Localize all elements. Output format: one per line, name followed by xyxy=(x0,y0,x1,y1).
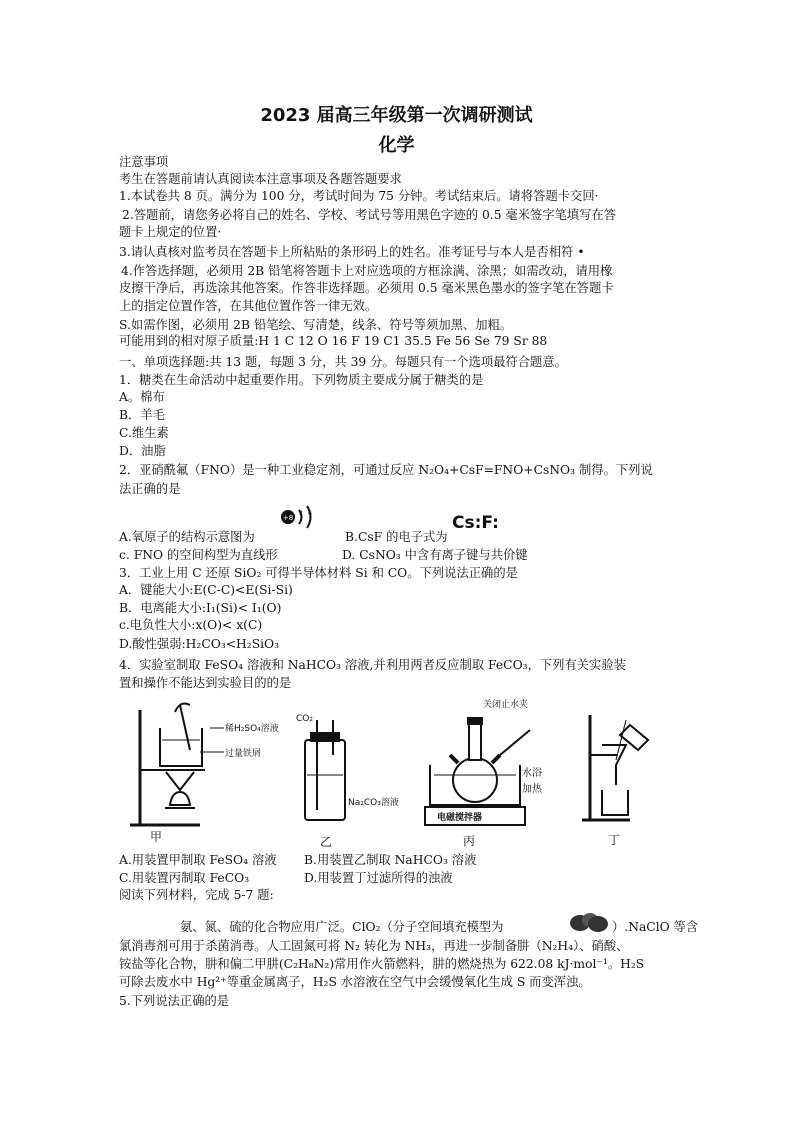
label-ding: 丁 xyxy=(608,833,621,847)
notice-item-2: 2.答题前，请您务必将自己的姓名、学校、考试号等用黑色字迹的 0.5 毫米签字笔填写在答 xyxy=(122,208,617,222)
label-na2co3: Na₂CO₃溶液 xyxy=(348,798,399,808)
subject-title: 化学 xyxy=(378,135,415,156)
reading-p1: 氨、氮、硫的化合物应用广泛。ClO₂（分子空间填充模型为 xyxy=(180,920,504,934)
label-bath: 水浴 xyxy=(522,768,542,779)
q1-option-c: C.维生素 xyxy=(119,426,169,440)
notice-item-4b: 皮擦干净后，再选涂其他答案。作答非选择题。必须用 0.5 毫米黑色墨水的签字笔在答题卡 xyxy=(119,281,614,295)
q4-option-b: B.用装置乙制取 NaHCO₃ 溶液 xyxy=(304,853,477,867)
q3-option-a: A．键能大小:E(C-C)<E(Si-Si) xyxy=(119,583,293,597)
q5-stem: 5.下列说法正确的是 xyxy=(119,994,230,1008)
q1-stem: 1．糖类在生命活动中起重要作用。下列物质主要成分属于糖类的是 xyxy=(119,373,484,387)
reading-p1-tail: ）.NaClO 等含 xyxy=(612,920,699,934)
label-stirrer: 电磁搅拌器 xyxy=(437,813,483,823)
label-clamp: 关闭止水夹 xyxy=(483,700,529,710)
q2-option-c: c. FNO 的空间构型为直线形 xyxy=(119,548,278,562)
notice-item-2b: 题卡上规定的位置· xyxy=(119,225,222,239)
label-co2: CO₂ xyxy=(296,714,313,724)
notice-item-1: 1.本试卷共 8 页。满分为 100 分，考试时间为 75 分钟。考试结束后。请将答题卡交回· xyxy=(119,189,599,203)
section-heading: 一、单项选择题:共 13 题，每题 3 分，共 39 分。每题只有一个选项最符合题意。 xyxy=(119,355,567,369)
reading-intro: 阅读下列材料，完成 5-7 题: xyxy=(119,888,274,902)
q1-option-b: B．羊毛 xyxy=(119,408,165,422)
label-jia: 甲 xyxy=(150,830,163,844)
csf-electron-formula: Cs:F: xyxy=(452,513,499,533)
apparatus-ding xyxy=(580,710,660,825)
label-yi: 乙 xyxy=(320,835,333,849)
clo2-model-icon xyxy=(566,911,610,933)
q4-stem: 4．实验室制取 FeSO₄ 溶液和 NaHCO₃ 溶液,并利用两者反应制取 FeCO₃，下列有关实验装 xyxy=(119,658,626,672)
q2-option-a: A.氧原子的结构示意图为 xyxy=(119,530,255,544)
q3-stem: 3．工业上用 C 还原 SiO₂ 可得半导体材料 Si 和 CO。下列说法正确的是 xyxy=(119,566,518,580)
q3-option-d: D.酸性强弱:H₂CO₃<H₂SiO₃ xyxy=(119,637,280,651)
q1-option-a: A。棉布 xyxy=(119,390,165,404)
q4-option-d: D.用装置丁过滤所得的浊液 xyxy=(304,871,453,885)
oxygen-atom-diagram xyxy=(272,502,326,532)
svg-text:6: 6 xyxy=(308,510,312,517)
notice-item-3: 3.请认真核对监考员在答题卡上所粘贴的条形码上的姓名。准考证号与本人是否相符 • xyxy=(119,245,585,259)
q2-stem-2: 法正确的是 xyxy=(119,482,181,496)
exam-title: 2023 届高三年级第一次调研测试 xyxy=(260,105,533,126)
reading-p3: 铵盐等化合物，肼和偏二甲肼(C₂H₈N₂)常用作火箭燃料，肼的燃烧热为 622.08 kJ·mol⁻¹。H₂S xyxy=(119,957,645,971)
reading-p2: 氯消毒剂可用于杀菌消毒。人工固氮可将 N₂ 转化为 NH₃，再进一步制备肼（N₂H₄）、硝酸、 xyxy=(119,939,629,953)
notice-item-4c: 上的指定位置作答，在其他位置作答一律无效。 xyxy=(119,299,378,313)
q2-option-b: B.CsF 的电子式为 xyxy=(345,530,448,544)
notice-heading: 注意事项 xyxy=(119,155,169,169)
notice-intro: 考生在答题前请认真阅读本注意事项及各题答题要求 xyxy=(119,172,402,186)
label-heat: 加热 xyxy=(522,784,542,795)
q4-option-c: C.用装置丙制取 FeCO₃ xyxy=(119,871,250,885)
q1-option-d: D．油脂 xyxy=(119,444,166,458)
reading-p4: 可除去废水中 Hg²⁺等重金属离子，H₂S 水溶液在空气中会缓慢氧化生成 S 而变浑浊。 xyxy=(119,975,591,989)
svg-text:+8: +8 xyxy=(282,514,294,522)
svg-text:2: 2 xyxy=(299,510,303,517)
q3-option-b: B．电离能大小:I₁(Si)< I₁(O) xyxy=(119,601,282,615)
label-iron: 过量铁屑 xyxy=(225,749,262,759)
q4-option-a: A.用装置甲制取 FeSO₄ 溶液 xyxy=(119,853,277,867)
apparatus-yi xyxy=(295,720,355,830)
q2-stem: 2．亚硝酰氟（FNO）是一种工业稳定剂，可通过反应 N₂O₄+CsF=FNO+CsNO₃ 制得。下列说 xyxy=(119,463,653,477)
label-bing: 丙 xyxy=(463,834,476,848)
q3-option-c: c.电负性大小:x(O)< x(C) xyxy=(119,618,263,632)
atomic-masses: 可能用到的相对原子质量:H 1 C 12 O 16 F 19 C1 35.5 Fe 56 Se 79 Sr 88 xyxy=(119,334,548,348)
q2-option-d: D. CsNO₃ 中含有离子键与共价键 xyxy=(342,548,528,562)
notice-item-4: 4.作答选择题，必须用 2B 铅笔将答题卡上对应选项的方框涂满、涂黑；如需改动，请用橡 xyxy=(121,264,613,278)
notice-item-5: S.如需作图，必须用 2B 铅笔绘、写清楚，线条、符号等须加黑、加粗。 xyxy=(119,318,513,332)
label-h2so4: 稀H₂SO₄溶液 xyxy=(225,724,279,734)
q4-stem-2: 置和操作不能达到实验目的的是 xyxy=(119,676,292,690)
